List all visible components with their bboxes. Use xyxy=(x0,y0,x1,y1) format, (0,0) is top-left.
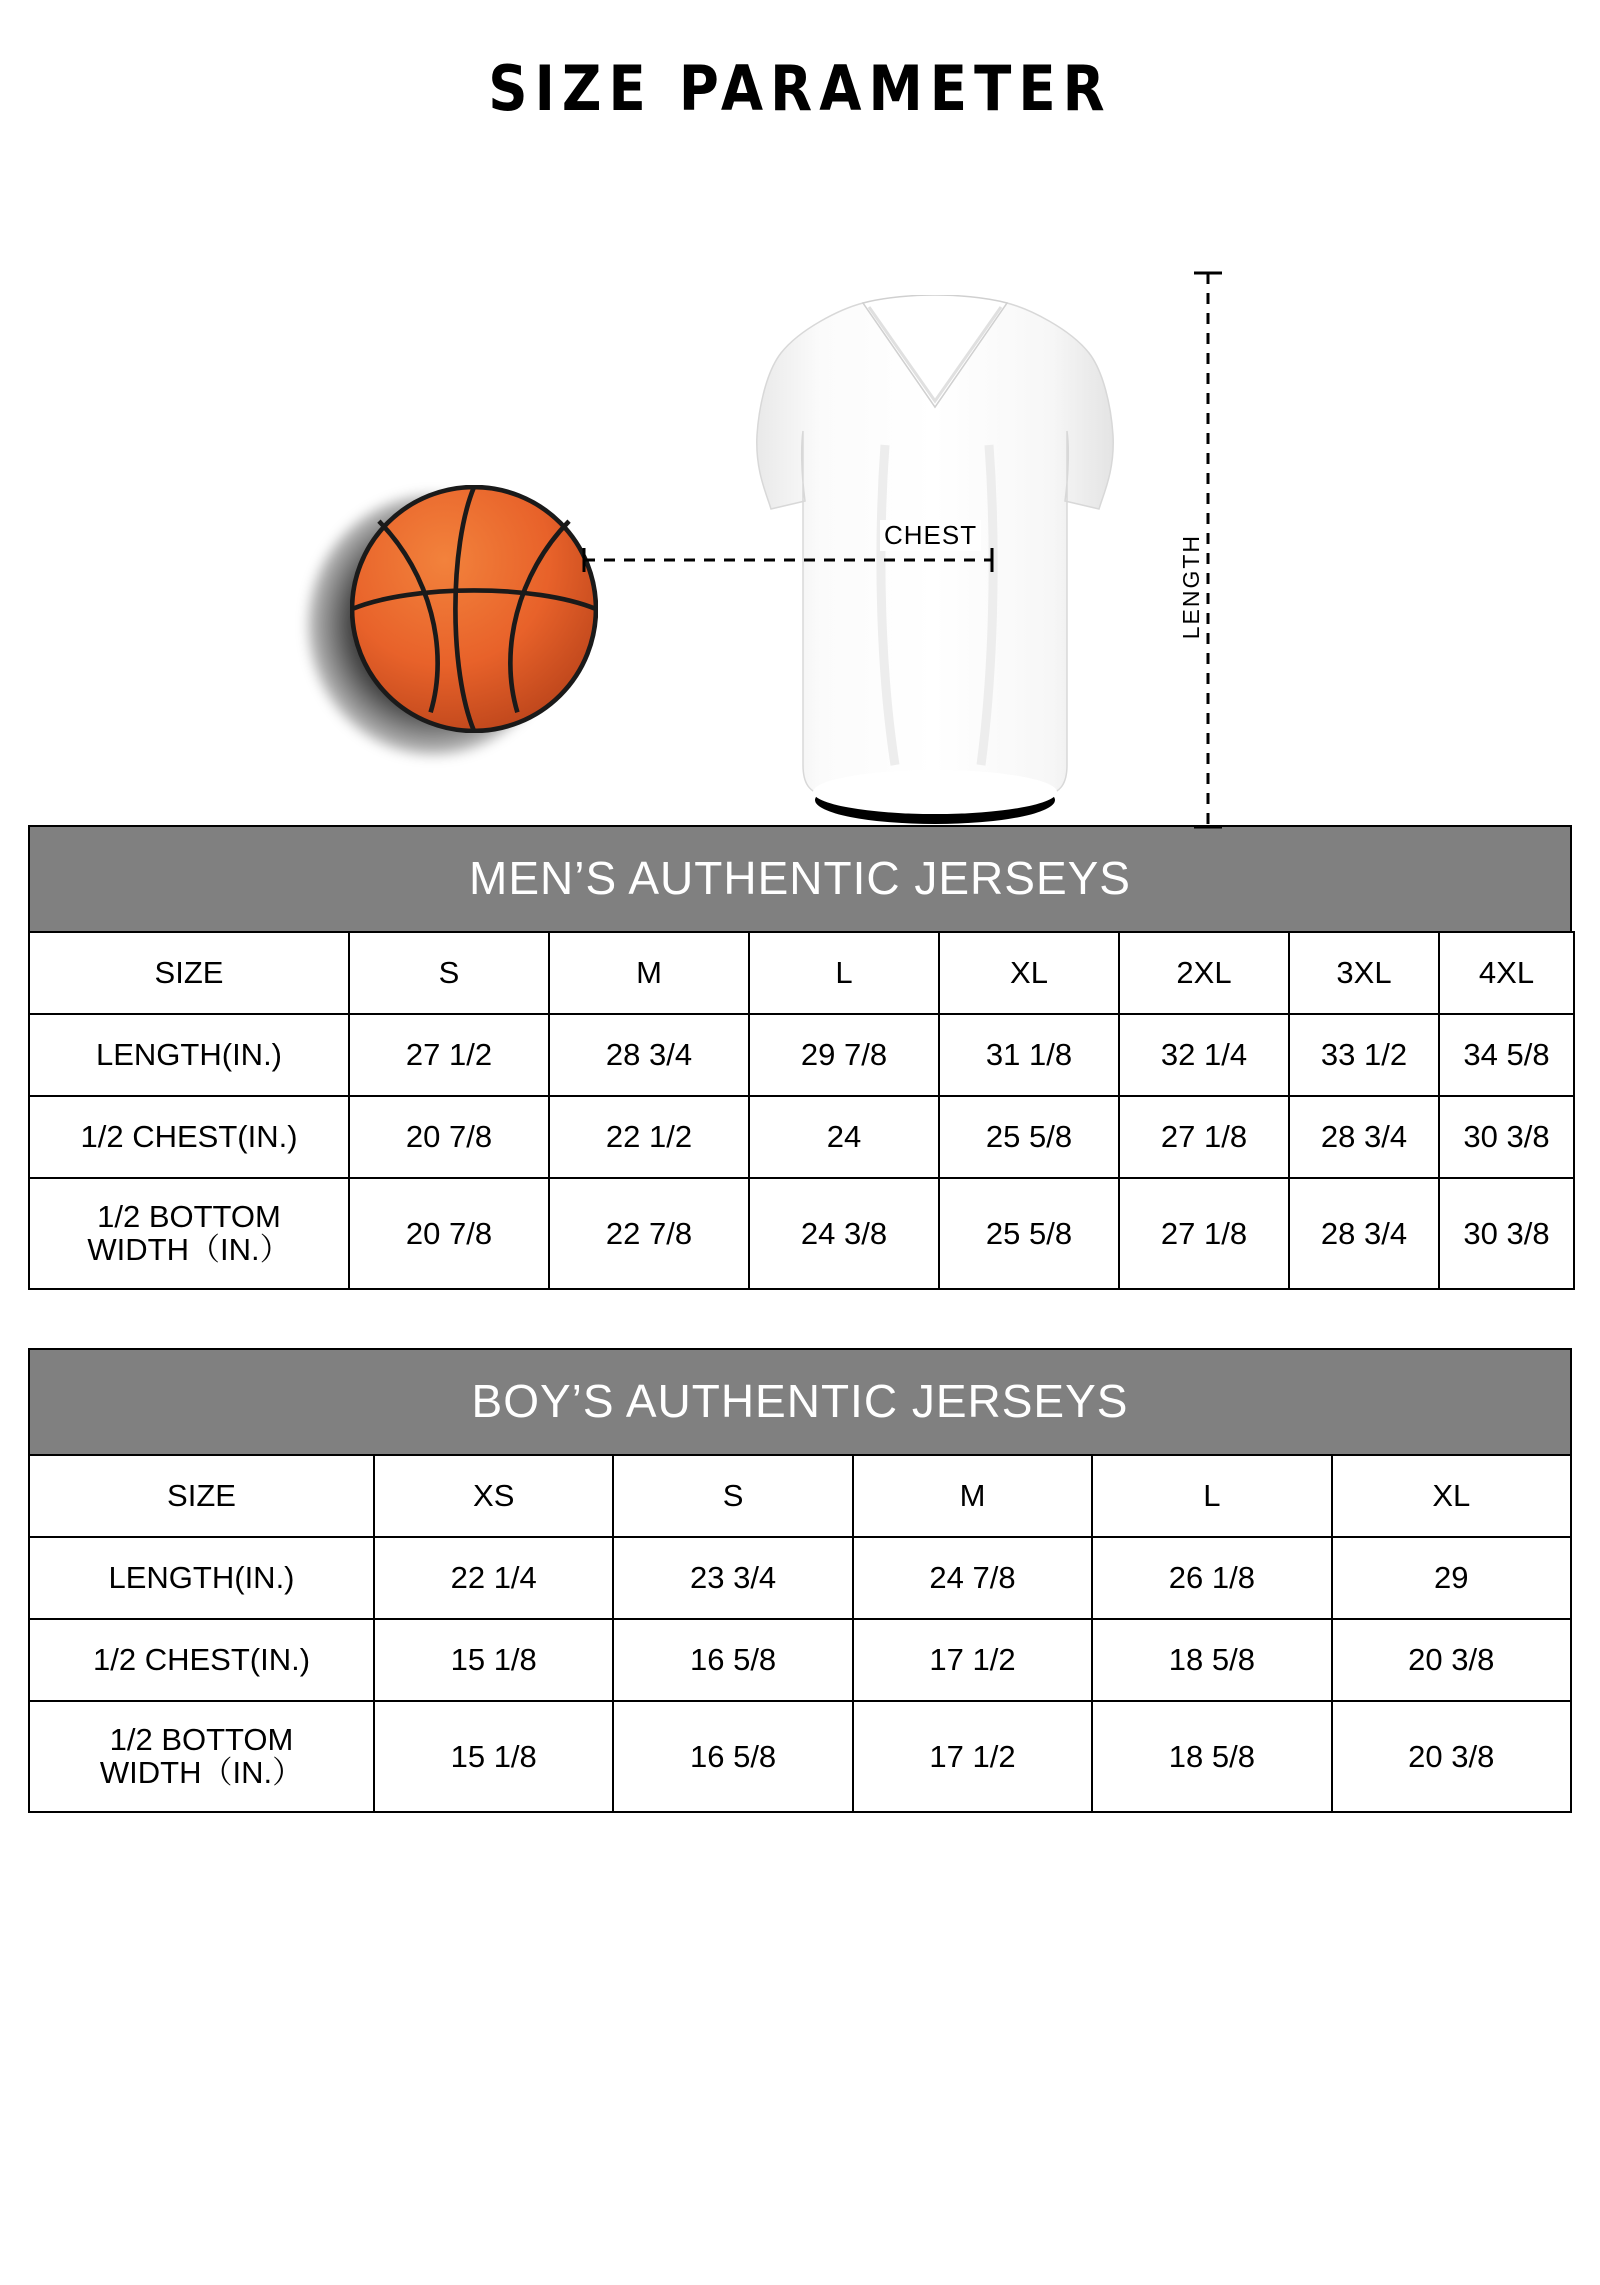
boy-row-label: 1/2 CHEST(IN.) xyxy=(29,1619,374,1701)
boy-col-header: M xyxy=(853,1455,1092,1537)
basketball-illustration xyxy=(300,475,600,775)
men-cell: 22 1/2 xyxy=(549,1096,749,1178)
men-cell: 30 3/8 xyxy=(1439,1096,1574,1178)
boy-cell: 15 1/8 xyxy=(374,1619,613,1701)
men-cell: 30 3/8 xyxy=(1439,1178,1574,1289)
men-cell: 24 xyxy=(749,1096,939,1178)
boy-col-header: XS xyxy=(374,1455,613,1537)
men-row-label-line2: WIDTH（IN.） xyxy=(87,1231,291,1267)
table-row xyxy=(29,1537,1571,1619)
table-row xyxy=(29,1178,1574,1289)
boy-cell: 16 5/8 xyxy=(613,1701,852,1812)
table-row xyxy=(29,1096,1574,1178)
men-cell: 32 1/4 xyxy=(1119,1014,1289,1096)
boy-row-label: LENGTH(IN.) xyxy=(29,1537,374,1619)
men-col-header: 4XL xyxy=(1439,932,1574,1014)
men-col-header: 3XL xyxy=(1289,932,1439,1014)
length-label: LENGTH xyxy=(1178,530,1205,643)
men-col-header: SIZE xyxy=(29,932,349,1014)
boy-cell: 23 3/4 xyxy=(613,1537,852,1619)
table-row xyxy=(29,932,1574,1014)
boys-size-table xyxy=(28,1454,1572,1813)
men-row-label-line1: 1/2 BOTTOM xyxy=(97,1199,281,1234)
table-row xyxy=(29,1014,1574,1096)
illustration-area xyxy=(0,145,1600,825)
men-col-header: L xyxy=(749,932,939,1014)
page-title: SIZE PARAMETER xyxy=(488,52,1112,125)
mens-table-caption: MEN’S AUTHENTIC JERSEYS xyxy=(28,825,1572,931)
boy-cell: 17 1/2 xyxy=(853,1701,1092,1812)
boy-row-label-line2: WIDTH（IN.） xyxy=(99,1754,304,1790)
chest-label: CHEST xyxy=(880,520,981,551)
boys-jerseys-block xyxy=(28,1348,1572,1813)
mens-size-table xyxy=(28,931,1575,1290)
boy-row-label-line1: 1/2 BOTTOM xyxy=(109,1722,294,1758)
boy-col-header: S xyxy=(613,1455,852,1537)
boy-cell: 24 7/8 xyxy=(853,1537,1092,1619)
mens-jerseys-block xyxy=(28,825,1572,1290)
table-row xyxy=(29,1701,1571,1812)
men-cell: 25 5/8 xyxy=(939,1096,1119,1178)
men-cell: 27 1/2 xyxy=(349,1014,549,1096)
size-chart-page xyxy=(0,52,1600,2285)
men-col-header: XL xyxy=(939,932,1119,1014)
men-cell: 28 3/4 xyxy=(549,1014,749,1096)
men-cell: 20 7/8 xyxy=(349,1178,549,1289)
men-cell: 27 1/8 xyxy=(1119,1178,1289,1289)
boy-row-label xyxy=(29,1701,374,1812)
table-row xyxy=(29,1455,1571,1537)
men-cell: 20 7/8 xyxy=(349,1096,549,1178)
men-cell: 28 3/4 xyxy=(1289,1096,1439,1178)
men-row-label: 1/2 CHEST(IN.) xyxy=(29,1096,349,1178)
boy-cell: 20 3/8 xyxy=(1332,1619,1571,1701)
men-col-header: 2XL xyxy=(1119,932,1289,1014)
boy-cell: 17 1/2 xyxy=(853,1619,1092,1701)
men-row-label xyxy=(29,1178,349,1289)
jersey-icon xyxy=(745,295,1125,865)
boy-col-header: SIZE xyxy=(29,1455,374,1537)
boy-col-header: L xyxy=(1092,1455,1331,1537)
boy-cell: 18 5/8 xyxy=(1092,1701,1331,1812)
men-cell: 33 1/2 xyxy=(1289,1014,1439,1096)
men-col-header: M xyxy=(549,932,749,1014)
men-cell: 28 3/4 xyxy=(1289,1178,1439,1289)
men-row-label: LENGTH(IN.) xyxy=(29,1014,349,1096)
boy-cell: 26 1/8 xyxy=(1092,1537,1331,1619)
men-cell: 27 1/8 xyxy=(1119,1096,1289,1178)
table-row xyxy=(29,1619,1571,1701)
boy-cell: 20 3/8 xyxy=(1332,1701,1571,1812)
men-cell: 29 7/8 xyxy=(749,1014,939,1096)
boy-cell: 15 1/8 xyxy=(374,1701,613,1812)
jersey-illustration xyxy=(745,295,1125,865)
men-cell: 31 1/8 xyxy=(939,1014,1119,1096)
men-col-header: S xyxy=(349,932,549,1014)
basketball-icon xyxy=(350,485,598,733)
men-cell: 24 3/8 xyxy=(749,1178,939,1289)
boy-cell: 18 5/8 xyxy=(1092,1619,1331,1701)
men-cell: 34 5/8 xyxy=(1439,1014,1574,1096)
men-cell: 25 5/8 xyxy=(939,1178,1119,1289)
boy-cell: 29 xyxy=(1332,1537,1571,1619)
boy-cell: 16 5/8 xyxy=(613,1619,852,1701)
boys-table-caption: BOY’S AUTHENTIC JERSEYS xyxy=(28,1348,1572,1454)
boy-col-header: XL xyxy=(1332,1455,1571,1537)
men-cell: 22 7/8 xyxy=(549,1178,749,1289)
boy-cell: 22 1/4 xyxy=(374,1537,613,1619)
